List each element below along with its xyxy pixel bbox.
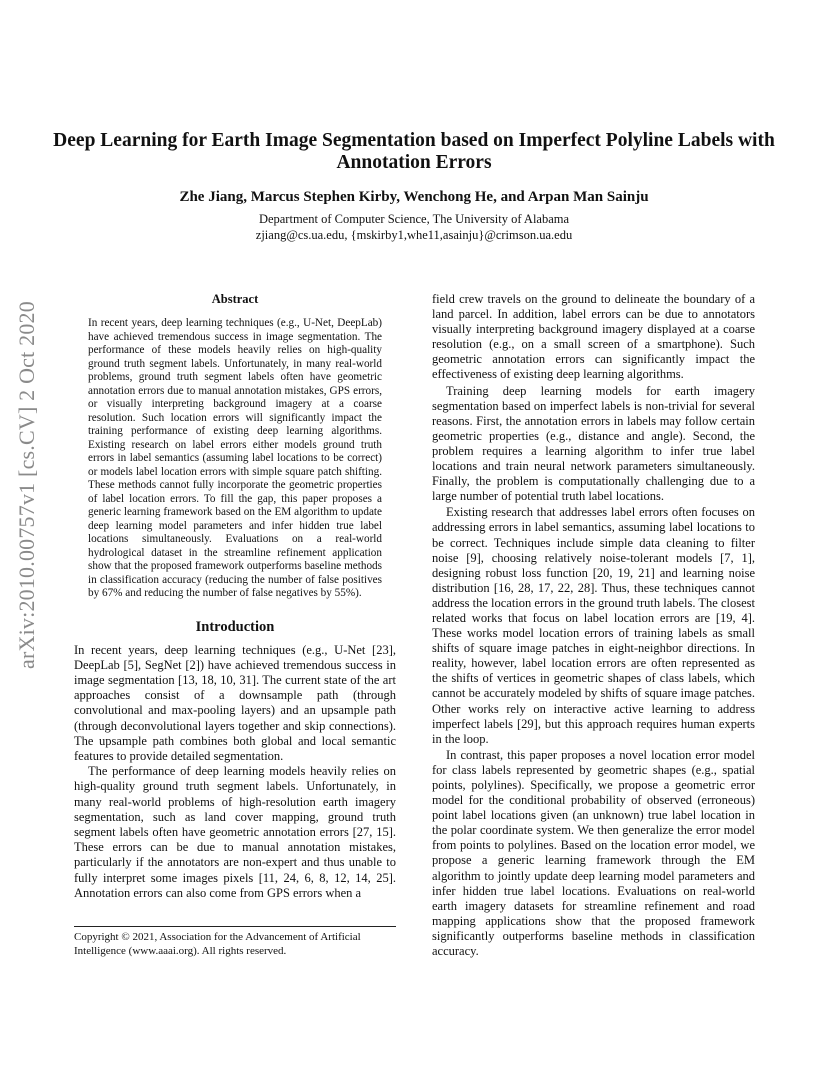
- body-paragraph: field crew travels on the ground to delineate the boundary of a land parcel. In addition, label errors can be due to annotators visually interpreting background imagery displayed at a coarse resolution (e.g., on a small screen of a smartphone). Such geometric annotation errors can significantly impact the effectiveness of existing deep learning algorithms.: [432, 292, 755, 382]
- left-column: [74, 292, 396, 901]
- intro-paragraph: In recent years, deep learning techniques (e.g., U-Net [23], DeepLab [5], SegNet [2]) have achieved tremendous success in image segmentation [13, 18, 10, 31]. The current state of the art approaches consist of a downsample path (through convolutional and max-pooling layers) and an upsample path (through deconvolutional layers together and skip connections). The upsample path combines both global and local semantic features to provide detailed segmentation.: [74, 642, 396, 763]
- affiliation: [40, 211, 788, 243]
- emails: zjiang@cs.ua.edu, {mskirby1,whe11,asainju}@crimson.ua.edu: [255, 228, 573, 242]
- introduction-heading: Introduction: [195, 618, 275, 635]
- right-column: [432, 292, 755, 959]
- abstract-body: In recent years, deep learning techniques (e.g., U-Net, DeepLab) have achieved tremendous success in image segmentation. The performance of these models heavily relies on high-quality ground truth segment labels. Unfortunately, in many real-world problems, ground truth segment labels often have geometric annotation errors due to manual annotation mistakes, GPS errors, or visually interpreting background imagery at a coarse resolution. Such location errors will significantly impact the training performance of existing deep learning algorithms. Existing research on label errors either models ground truth errors in label semantics (assuming label locations to be correct) or models label location errors with simple square patch shifting. These methods cannot fully incorporate the geometric properties of label location errors. To fill the gap, this paper proposes a generic learning framework based on the EM algorithm to update deep learning model parameters and infer hidden true label locations simultaneously. Evaluations on a real-world hydrological dataset in the streamline refinement application show that the proposed framework outperforms baseline methods in classification accuracy (reducing the number of false positives by 67% and reducing the number of false negatives by 55%).: [88, 317, 382, 599]
- arxiv-identifier: arXiv:2010.00757v1 [cs.CV] 2 Oct 2020: [14, 300, 39, 669]
- department: Department of Computer Science, The University of Alabama: [258, 212, 570, 226]
- author-list: Zhe Jiang, Marcus Stephen Kirby, Wenchong He, and Arpan Man Sainju: [179, 189, 649, 205]
- paper-title: Deep Learning for Earth Image Segmentation based on Imperfect Polyline Labels with Annotation Errors: [53, 130, 775, 173]
- body-paragraph: In contrast, this paper proposes a novel location error model for class labels represented by geometric shapes (e.g., spatial points, polylines). Specifically, we propose a geometric error model for the conditional probability of observed (erroneous) point label locations given (an unknown) true label location in the polar coordinate system. We then generalize the error model from points to polylines. Based on the location error model, we propose a generic learning framework through the EM algorithm to jointly update deep learning model parameters and infer hidden true label locations. Evaluations on real-world earth imagery datasets for streamline refinement and road mapping applications show that the proposed framework significantly outperforms baseline methods in classification accuracy.: [432, 747, 755, 959]
- intro-paragraph: The performance of deep learning models heavily relies on high-quality ground truth segment labels. Unfortunately, in many real-world problems of high-resolution earth imagery segmentation, such as land cover mapping, ground truth segment labels often have geometric annotation errors [27, 15]. These errors can be due to manual annotation mistakes, particularly if the annotators are non-expert and thus unable to fully interpret some images pixels [11, 24, 6, 8, 12, 14, 25]. Annotation errors can also come from GPS errors when a: [74, 764, 396, 900]
- body-paragraph: Existing research that addresses label errors often focuses on addressing errors in label semantics, assuming label locations to be correct. Techniques include simple data cleaning to filter noise [9], choosing relatively noise-tolerant models [7, 1], designing robust loss function [20, 19, 21] and learning noise distribution [16, 28, 17, 22, 28]. Thus, these techniques cannot address the location errors in the ground truth labels. The closest related works that focus on label location errors are [19, 4]. These works model location errors of training labels as small shifts of square image patches in eight-neighbor directions. In reality, however, label location errors are often represented as the shifts of vertices in geometric shapes of class labels, which cannot be accurately modeled by shifts of square image patches. Other works rely on interactive active learning to address imperfect labels [29], but this approach requires human experts in the loop.: [432, 505, 755, 746]
- arxiv-sidebar: [4, 292, 50, 677]
- copyright-notice: Copyright © 2021, Association for the Advancement of Artificial Intelligence (www.aaai.org). All rights reserved.: [74, 926, 396, 958]
- abstract-heading: Abstract: [211, 292, 259, 306]
- body-paragraph: Training deep learning models for earth imagery segmentation based on imperfect labels is non-trivial for several reasons. First, the annotation errors in labels may follow certain geometric properties (e.g., distance and angle). Second, the problem requires a learning algorithm to infer true label locations and train neural network parameters simultaneously. Finally, the problem is computationally challenging due to a large number of potential truth label locations.: [432, 383, 755, 504]
